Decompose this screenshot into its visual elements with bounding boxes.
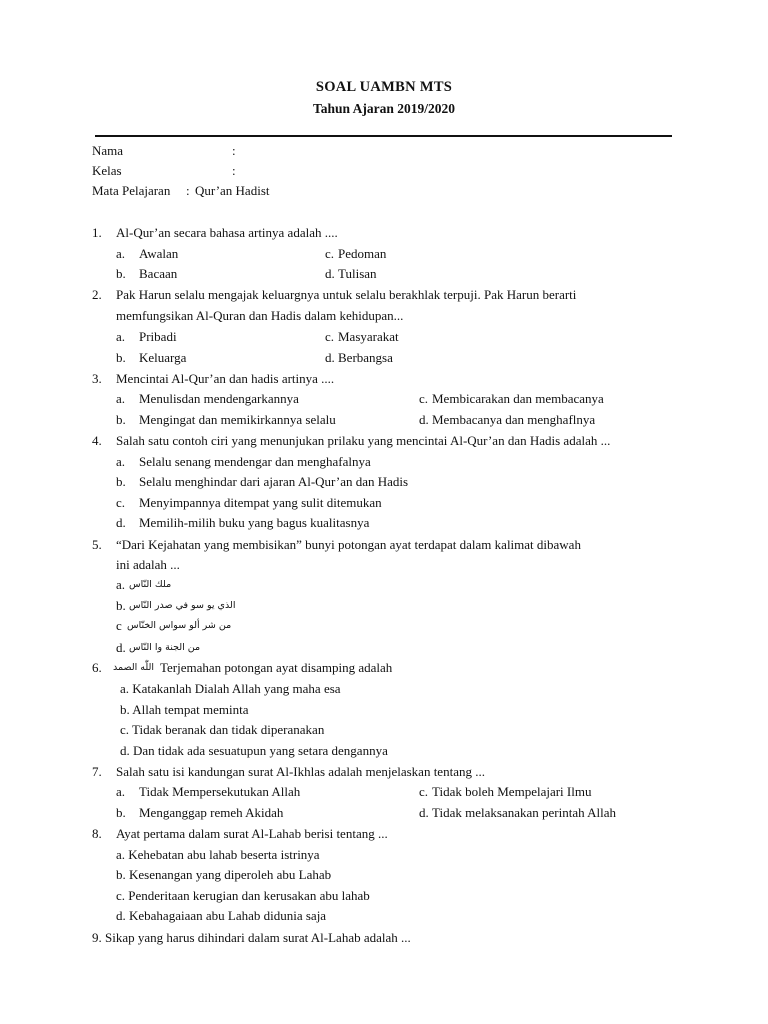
question-text: Pak Harun selalu mengajak keluargnya untuk selalu berakhlak terpuji. Pak Harun berarti	[116, 287, 577, 302]
option-letter: c.	[116, 495, 126, 510]
subject-label: Mata Pelajaran	[92, 183, 171, 198]
option-letter: b.	[116, 412, 126, 427]
option-text: Tidak melaksanakan perintah Allah	[432, 805, 617, 820]
option-letter: d.	[419, 805, 429, 820]
option-letter: d.	[116, 640, 126, 655]
option-letter: a.	[116, 329, 126, 344]
option-letter: c	[116, 618, 122, 633]
subject-value: Qur’an Hadist	[195, 183, 270, 198]
question-text: Salah satu contoh ciri yang menunjukan prilaku yang mencintai Al-Qur’an dan Hadis adalah ...	[116, 433, 611, 448]
option-letter: c.	[325, 246, 335, 261]
question-number: 4.	[92, 433, 102, 448]
arabic-option: من شر ألو سواس الخنّاس	[127, 620, 232, 631]
class-colon: :	[232, 163, 236, 178]
question-text: Salah satu isi kandungan surat Al-Ikhlas adalah menjelaskan tentang ...	[116, 764, 485, 779]
option-text: Keluarga	[139, 350, 187, 365]
option-text: Menulisdan mendengarkannya	[139, 391, 299, 406]
question-text: Ayat pertama dalam surat Al-Lahab berisi tentang ...	[116, 826, 388, 841]
arabic-option: من الجنة وا النّاس	[129, 642, 201, 653]
question-text: “Dari Kejahatan yang membisikan” bunyi potongan ayat terdapat dalam kalimat dibawah	[116, 537, 581, 552]
option-letter: d.	[419, 412, 429, 427]
subject-colon: :	[186, 183, 190, 198]
option-text: Tidak Mempersekutukan Allah	[139, 784, 301, 799]
option-text: d. Kebahagaiaan abu Lahab didunia saja	[116, 908, 327, 923]
name-label: Nama	[92, 143, 124, 158]
question-text: Terjemahan potongan ayat disamping adalah	[160, 660, 393, 675]
question-text: Mencintai Al-Qur’an dan hadis artinya ....	[116, 371, 335, 386]
question-number: 6.	[92, 660, 102, 675]
question-number: 2.	[92, 287, 102, 302]
option-text: a. Kehebatan abu lahab beserta istrinya	[116, 847, 320, 862]
option-text: Memilih-milih buku yang bagus kualitasnya	[139, 515, 370, 530]
option-letter: b.	[116, 266, 126, 281]
option-letter: b.	[116, 598, 126, 613]
option-letter: d.	[325, 266, 335, 281]
option-letter: a.	[116, 246, 126, 261]
class-label: Kelas	[92, 163, 122, 178]
option-letter: b.	[116, 805, 126, 820]
question-number: 1.	[92, 225, 102, 240]
option-letter: d.	[116, 515, 126, 530]
name-colon: :	[232, 143, 236, 158]
document-title: SOAL UAMBN MTS	[315, 79, 453, 95]
question-number: 5.	[92, 537, 102, 552]
option-letter: b.	[116, 350, 126, 365]
option-text: b. Kesenangan yang diperoleh abu Lahab	[116, 867, 332, 882]
school-year: Tahun Ajaran 2019/2020	[312, 101, 456, 116]
option-letter: c.	[419, 784, 429, 799]
arabic-option: الذي يو سو في صدر النّاس	[129, 600, 236, 611]
header-divider	[95, 135, 672, 137]
question-text: ini adalah ...	[116, 557, 180, 572]
option-text: b. Allah tempat meminta	[120, 702, 249, 717]
option-text: c. Tidak beranak dan tidak diperanakan	[120, 722, 325, 737]
option-text: Membicarakan dan membacanya	[432, 391, 604, 406]
option-letter: d.	[325, 350, 335, 365]
question-text: memfungsikan Al-Quran dan Hadis dalam kehidupan...	[116, 308, 404, 323]
option-text: Masyarakat	[338, 329, 399, 344]
option-text: Awalan	[139, 246, 179, 261]
option-text: a. Katakanlah Dialah Allah yang maha esa	[120, 681, 341, 696]
option-text: Membacanya dan menghaflnya	[432, 412, 596, 427]
option-text: c. Penderitaan kerugian dan kerusakan abu lahab	[116, 888, 370, 903]
option-text: Tidak boleh Mempelajari Ilmu	[432, 784, 592, 799]
option-letter: a.	[116, 577, 126, 592]
option-text: Pedoman	[338, 246, 387, 261]
option-text: Selalu senang mendengar dan menghafalnya	[139, 454, 371, 469]
option-text: Bacaan	[139, 266, 178, 281]
option-text: Selalu menghindar dari ajaran Al-Qur’an dan Hadis	[139, 474, 409, 489]
option-text: Pribadi	[139, 329, 177, 344]
arabic-verse: اللّٰه الصمد	[113, 662, 155, 673]
option-text: Tulisan	[338, 266, 377, 281]
arabic-option: ملك النّاس	[129, 579, 172, 590]
option-text: Menganggap remeh Akidah	[139, 805, 284, 820]
question-number: 3.	[92, 371, 102, 386]
question-text: 9. Sikap yang harus dihindari dalam surat Al-Lahab adalah ...	[92, 930, 411, 945]
option-text: d. Dan tidak ada sesuatupun yang setara dengannya	[120, 743, 388, 758]
option-letter: c.	[325, 329, 335, 344]
question-number: 8.	[92, 826, 102, 841]
option-text: Menyimpannya ditempat yang sulit ditemukan	[139, 495, 382, 510]
option-text: Mengingat dan memikirkannya selalu	[139, 412, 336, 427]
option-letter: a.	[116, 454, 126, 469]
option-letter: c.	[419, 391, 429, 406]
question-text: Al-Qur’an secara bahasa artinya adalah ....	[116, 225, 338, 240]
option-letter: b.	[116, 474, 126, 489]
option-letter: a.	[116, 784, 126, 799]
option-text: Berbangsa	[338, 350, 393, 365]
option-letter: a.	[116, 391, 126, 406]
question-number: 7.	[92, 764, 102, 779]
